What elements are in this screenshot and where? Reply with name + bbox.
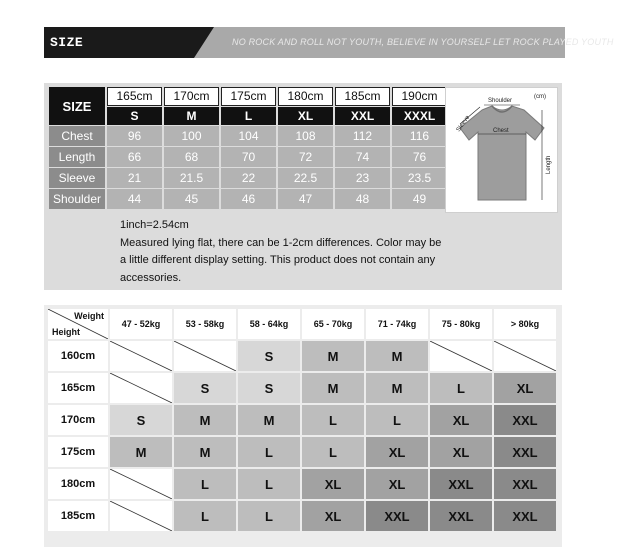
spec-cell: 49 [392, 189, 447, 209]
spec-cell: 96 [107, 126, 162, 146]
spec-cell: 47 [278, 189, 333, 209]
empty-cell-diagonal [110, 373, 172, 403]
size-recommendation-cell: XXL [494, 469, 556, 499]
diagram-sleeve: Sleeve [455, 114, 472, 134]
size-recommendation-cell: XL [430, 405, 492, 435]
size-recommendation-cell: M [174, 405, 236, 435]
height-row [48, 437, 556, 467]
spec-cell: 22.5 [278, 168, 333, 188]
tshirt-measure-diagram [445, 87, 558, 213]
empty-size-cell [110, 501, 172, 531]
size-recommendation-cell: L [302, 437, 364, 467]
spec-cell: 23.5 [392, 168, 447, 188]
spec-cell: 21 [107, 168, 162, 188]
height-cm-cell: 165cm [107, 87, 162, 106]
size-recommendation-cell: XL [302, 469, 364, 499]
size-recommendation-cell: L [238, 469, 300, 499]
diagram-chest: Chest [493, 128, 509, 134]
spec-cell: 74 [335, 147, 390, 167]
spec-cell: 48 [335, 189, 390, 209]
size-recommendation-cell: S [238, 373, 300, 403]
spec-row-chest [49, 126, 447, 146]
empty-size-cell [110, 341, 172, 371]
weight-range-header: 71 - 74kg [366, 309, 428, 339]
spec-cell: 22 [221, 168, 276, 188]
spec-row-sleeve [49, 168, 447, 188]
height-row [48, 341, 556, 371]
size-recommendation-cell: M [110, 437, 172, 467]
size-recommendation-cell: M [366, 341, 428, 371]
size-letter-cell: S [107, 107, 162, 126]
banner-title: SIZE SPECIFICATION [44, 27, 194, 58]
note-line: accessories. [120, 271, 182, 284]
size-recommendation-cell: XXL [366, 501, 428, 531]
height-cm-cell: 170cm [164, 87, 219, 106]
spec-cell: 70 [221, 147, 276, 167]
diagram-length: Length [546, 155, 552, 174]
spec-cell: 44 [107, 189, 162, 209]
size-recommendation-cell: L [174, 469, 236, 499]
height-cm-cell: 175cm [221, 87, 276, 106]
height-label: 175cm [48, 437, 108, 467]
tshirt-icon [446, 88, 559, 214]
height-label: 160cm [48, 341, 108, 371]
size-recommendation-cell: XXL [494, 501, 556, 531]
size-recommendation-cell: XL [430, 437, 492, 467]
spec-row-label: Shoulder [49, 189, 105, 209]
height-label: 185cm [48, 501, 108, 531]
spec-cell: 46 [221, 189, 276, 209]
size-recommendation-cell: XXL [430, 501, 492, 531]
size-recommendation-cell: L [238, 437, 300, 467]
height-cm-cell: 190cm [392, 87, 447, 106]
spec-cell: 104 [221, 126, 276, 146]
empty-cell-diagonal [110, 469, 172, 499]
weight-range-header: 65 - 70kg [302, 309, 364, 339]
weight-height-panel [44, 305, 562, 547]
size-recommendation-cell: XL [302, 501, 364, 531]
corner-height-label: Height [52, 327, 80, 337]
spec-cell: 112 [335, 126, 390, 146]
size-letter-cell: XL [278, 107, 333, 126]
spec-cell: 23 [335, 168, 390, 188]
size-recommendation-cell: L [174, 501, 236, 531]
height-label: 170cm [48, 405, 108, 435]
corner-cell [48, 309, 108, 339]
spec-cell: 76 [392, 147, 447, 167]
size-spec-table [47, 86, 449, 210]
size-recommendation-cell: S [110, 405, 172, 435]
spec-row-shoulder [49, 189, 447, 209]
size-recommendation-cell: S [238, 341, 300, 371]
spec-cell: 68 [164, 147, 219, 167]
spec-cell: 100 [164, 126, 219, 146]
size-recommendation-cell: XL [494, 373, 556, 403]
size-recommendation-cell: M [238, 405, 300, 435]
spec-row-label: Chest [49, 126, 105, 146]
weight-header-row [48, 309, 556, 339]
size-recommendation-cell: M [302, 341, 364, 371]
weight-range-header: 47 - 52kg [110, 309, 172, 339]
size-recommendation-cell: M [174, 437, 236, 467]
diagram-shoulder: Shoulder [488, 98, 513, 104]
size-spec-panel [44, 83, 562, 290]
size-recommendation-cell: L [430, 373, 492, 403]
size-recommendation-cell: L [238, 501, 300, 531]
weight-range-header: 53 - 58kg [174, 309, 236, 339]
height-cm-cell: 180cm [278, 87, 333, 106]
empty-cell-diagonal [430, 341, 492, 371]
empty-size-cell [110, 469, 172, 499]
spec-cell: 45 [164, 189, 219, 209]
empty-cell-diagonal [110, 341, 172, 371]
weight-range-header: 58 - 64kg [238, 309, 300, 339]
height-row [48, 373, 556, 403]
spec-cell: 21.5 [164, 168, 219, 188]
note-line: 1inch=2.54cm [120, 219, 189, 231]
spec-row-label: Length [49, 147, 105, 167]
weight-height-table [46, 307, 558, 533]
weight-range-header: 75 - 80kg [430, 309, 492, 339]
size-recommendation-cell: XXL [430, 469, 492, 499]
size-recommendation-cell: L [302, 405, 364, 435]
empty-size-cell [494, 341, 556, 371]
weight-range-header: > 80kg [494, 309, 556, 339]
size-recommendation-cell: M [302, 373, 364, 403]
size-recommendation-cell: XL [366, 469, 428, 499]
spec-banner [44, 27, 614, 81]
height-row [48, 501, 556, 531]
height-label: 180cm [48, 469, 108, 499]
height-row [48, 405, 556, 435]
height-row [48, 469, 556, 499]
empty-cell-diagonal [110, 501, 172, 531]
spec-row-length [49, 147, 447, 167]
spec-cell: 108 [278, 126, 333, 146]
height-cm-cell: 185cm [335, 87, 390, 106]
height-label: 165cm [48, 373, 108, 403]
spec-header-letter-row [49, 107, 447, 126]
size-recommendation-cell: XL [366, 437, 428, 467]
size-recommendation-cell: XXL [494, 437, 556, 467]
empty-size-cell [110, 373, 172, 403]
spec-cell: 72 [278, 147, 333, 167]
spec-cell: 66 [107, 147, 162, 167]
size-recommendation-cell: S [174, 373, 236, 403]
size-letter-cell: M [164, 107, 219, 126]
size-recommendation-cell: M [366, 373, 428, 403]
note-line: a little different display setting. This product does not contain any [120, 254, 436, 266]
diagram-unit: (cm) [534, 94, 546, 100]
banner-slogan: NO ROCK AND ROLL NOT YOUTH, BELIEVE IN YOURSELF LET ROCK PLAYED YOUTH [232, 37, 614, 47]
empty-size-cell [174, 341, 236, 371]
size-notes [120, 217, 480, 287]
empty-cell-diagonal [494, 341, 556, 371]
size-label: SIZE [49, 87, 105, 125]
corner-weight-label: Weight [74, 311, 104, 321]
spec-row-label: Sleeve [49, 168, 105, 188]
empty-cell-diagonal [174, 341, 236, 371]
size-letter-cell: L [221, 107, 276, 126]
spec-cell: 116 [392, 126, 447, 146]
size-recommendation-cell: L [366, 405, 428, 435]
size-letter-cell: XXL [335, 107, 390, 126]
spec-header-cm-row [49, 87, 447, 106]
size-letter-cell: XXXL [392, 107, 447, 126]
note-line: Measured lying flat, there can be 1-2cm differences. Color may be [120, 236, 442, 249]
banner-wedge [194, 27, 214, 58]
empty-size-cell [430, 341, 492, 371]
size-recommendation-cell: XXL [494, 405, 556, 435]
